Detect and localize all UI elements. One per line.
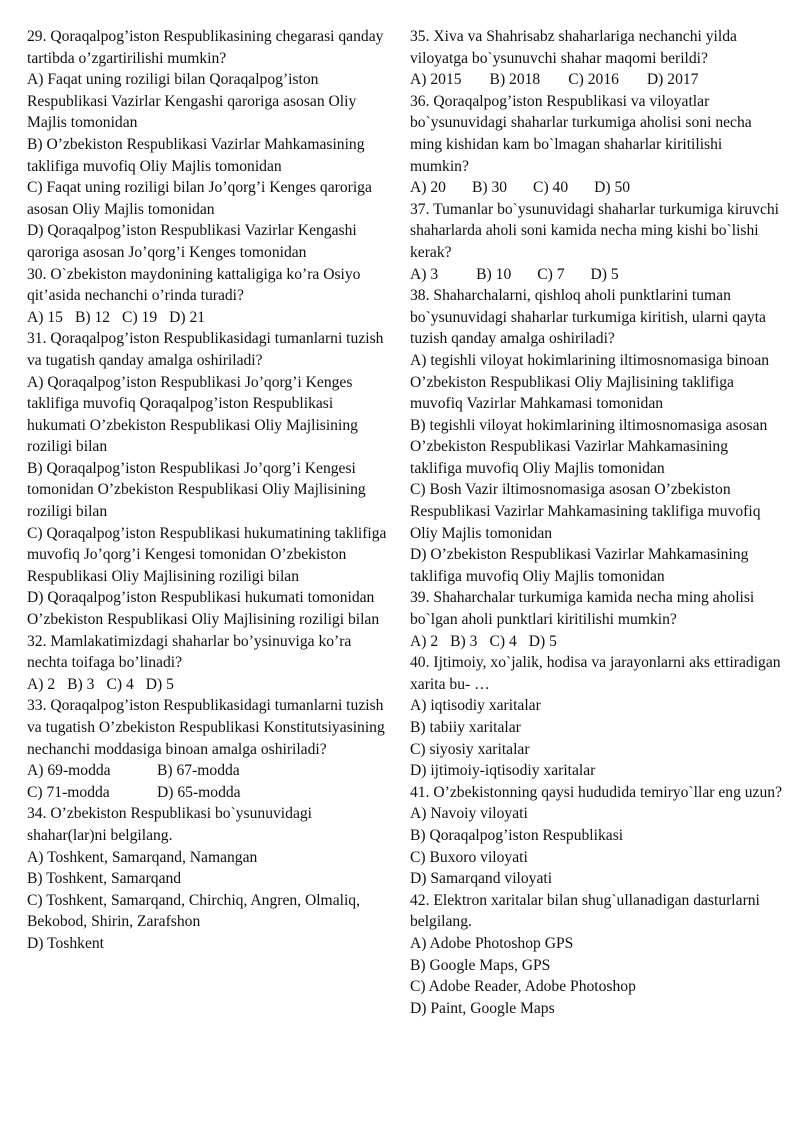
question-text: 36. Qoraqalpog’iston Respublikasi va viloyatlar bo`ysunuvidagi shaharlar turkumiga aholisi soni necha ming kishidan kam bo`lmagan shaharlar kiritilishi mumkin? — [410, 92, 752, 175]
option-b: B) Google Maps, GPS — [410, 956, 551, 974]
question-29 — [27, 26, 393, 264]
question-38 — [410, 285, 782, 587]
option-a: A) Toshkent, Samarqand, Namangan — [27, 848, 258, 866]
question-text: 32. Mamlakatimizdagi shaharlar bo’ysinuviga ko’ra nechta toifaga bo’linadi? — [27, 632, 352, 672]
question-text: 42. Elektron xaritalar bilan shug`ullanadigan dasturlarni belgilang. — [410, 891, 760, 931]
question-text: 40. Ijtimoiy, xo`jalik, hodisa va jarayonlarni aks ettiradigan xarita bu- … — [410, 654, 781, 693]
question-text: 29. Qoraqalpog’iston Respublikasining chegarasi qanday tartibda o’zgartirilishi mumkin? — [27, 28, 384, 67]
option-a: A) 2 — [410, 632, 439, 650]
question-32 — [27, 631, 393, 696]
option-b: B) Toshkent, Samarqand — [27, 870, 182, 888]
question-41 — [410, 782, 782, 890]
option-c: C) Bosh Vazir iltimosnomasiga asosan O’zbekiston Respublikasi Vazirlar Mahkamasining taklifiga muvofiq Oliy Majlis tomonidan — [410, 481, 761, 542]
option-a: A) iqtisodiy xaritalar — [410, 697, 541, 715]
option-b: B) tabiiy xaritalar — [410, 719, 521, 736]
left-column — [27, 26, 393, 955]
option-d: D) Qoraqalpog’iston Respublikasi Vazirlar Kengashi qaroriga asosan Jo’qorg’i Kenges tomonidan — [27, 222, 357, 261]
option-d: D) Samarqand viloyati — [410, 870, 553, 888]
option-b: B) O’zbekiston Respublikasi Vazirlar Mahkamasining taklifiga muvofiq Oliy Majlis tomonidan — [27, 135, 365, 175]
right-column — [410, 26, 782, 1019]
option-a: A) 3 — [410, 265, 439, 283]
options-row — [27, 674, 393, 696]
option-d: D) 21 — [169, 308, 206, 326]
option-b: B) tegishli viloyat hokimlarining iltimosnomasiga asosan O’zbekiston Respublikasi Vazirlar Mahkamasining taklifiga muvofiq Oliy Majlis tomonidan — [410, 416, 768, 477]
question-text: 37. Tumanlar bo`ysunuvidagi shaharlar turkumiga kiruvchi shaharlarda aholi soni kamida necha ming kishi bo`lishi kerak? — [410, 200, 779, 261]
option-c: C) 2016 — [568, 71, 619, 89]
option-a: A) Navoiy viloyati — [410, 805, 528, 823]
option-b: B) 12 — [74, 308, 111, 326]
option-a: A) 2 — [27, 675, 56, 693]
question-37 — [410, 199, 782, 285]
option-d: D) 5 — [590, 265, 619, 283]
option-c: C) 71-modda — [27, 783, 110, 801]
option-b: B) 10 — [476, 265, 512, 283]
option-c: C) Toshkent, Samarqand, Chirchiq, Angren, Olmaliq, Bekobod, Shirin, Zarafshon — [27, 891, 360, 931]
option-b: B) 30 — [471, 179, 508, 197]
question-text: 39. Shaharchalar turkumiga kamida necha ming aholisi bo`lgan aholi punktlari kiritilishi mumkin? — [410, 589, 755, 629]
option-c: C) 40 — [533, 179, 569, 197]
option-b: B) 3 — [450, 632, 478, 650]
option-d: D) 65-modda — [157, 783, 241, 801]
option-a: A) tegishli viloyat hokimlarining iltimosnomasiga binoan O’zbekiston Respublikasi Oliy Majlisining taklifiga muvofiq Vazirlar Mahkamasi tomonidan — [410, 351, 770, 413]
option-d: D) 5 — [528, 632, 557, 650]
question-36 — [410, 91, 782, 199]
option-a: A) Faqat uning roziligi bilan Qoraqalpog’iston Respublikasi Vazirlar Kengashi qaroriga asosan Oliy Majlis tomonidan — [27, 71, 357, 132]
option-c: C) Adobe Reader, Adobe Photoshop — [410, 978, 636, 996]
option-d: D) O’zbekiston Respublikasi Vazirlar Mahkamasining taklifiga muvofiq Oliy Majlis tomonidan — [410, 546, 749, 585]
options-row — [410, 177, 782, 199]
option-c: C) siyosiy xaritalar — [410, 740, 530, 758]
option-a: A) Adobe Photoshop GPS — [410, 934, 574, 952]
options-row — [27, 307, 393, 329]
option-b: B) Qoraqalpog’iston Respublikasi Jo’qorg’i Kengesi tomonidan O’zbekiston Respublikasi Oliy Majlisining roziligi bilan — [27, 459, 366, 521]
question-34 — [27, 803, 393, 954]
question-33 — [27, 695, 393, 803]
question-39 — [410, 587, 782, 652]
question-40 — [410, 652, 782, 782]
option-d: D) Paint, Google Maps — [410, 999, 555, 1017]
question-text: 33. Qoraqalpog’iston Respublikasidagi tumanlarni tuzish va tugatish O’zbekiston Respublikasi Konstitutsiyasining nechanchi moddasiga binoan amalga oshiriladi? — [27, 697, 385, 758]
options-row — [410, 69, 782, 91]
option-a: A) 20 — [410, 179, 446, 197]
option-c: C) 19 — [122, 308, 158, 326]
option-c: C) Qoraqalpog’iston Respublikasi hukumatining taklifiga muvofiq Jo’qorg’i Kengesi tomonidan O’zbekiston Respublikasi Oliy Majlisining roziligi bilan — [27, 524, 387, 585]
option-b: B) 67-modda — [157, 762, 240, 780]
question-35 — [410, 26, 782, 91]
option-d: D) Toshkent — [27, 934, 105, 952]
question-text: 31. Qoraqalpog’iston Respublikasidagi tumanlarni tuzish va tugatish qanday amalga oshiriladi? — [27, 330, 384, 369]
question-text: 38. Shaharchalarni, qishloq aholi punktlarini tuman bo`ysunuvidagi shaharlar turkumiga kiritish, ularni qayta tuzish qanday amalga oshiriladi? — [410, 287, 766, 348]
option-b: B) 3 — [67, 675, 95, 693]
options-grid — [27, 760, 393, 803]
option-c: C) 7 — [537, 265, 565, 283]
option-a: A) Qoraqalpog’iston Respublikasi Jo’qorg’i Kenges taklifiga muvofiq Qoraqalpog’iston Respublikasi hukumati O’zbekiston Respublikasi Oliy Majlisining roziligi bilan — [27, 373, 358, 456]
option-c: C) 4 — [489, 632, 517, 650]
option-c: C) 4 — [106, 675, 134, 693]
option-a: A) 69-modda — [27, 762, 111, 780]
option-d: D) 5 — [145, 675, 174, 693]
question-text: 35. Xiva va Shahrisabz shaharlariga nechanchi yilda viloyatga bo`ysunuvchi shahar maqomi berildi? — [410, 28, 737, 67]
option-c: C) Buxoro viloyati — [410, 848, 528, 866]
option-a: A) 15 — [27, 308, 63, 326]
option-d: D) 50 — [594, 179, 631, 197]
option-d: D) Qoraqalpog’iston Respublikasi hukumati tomonidan O’zbekiston Respublikasi Oliy Majlisining roziligi bilan — [27, 589, 380, 629]
option-b: B) Qoraqalpog’iston Respublikasi — [410, 826, 624, 844]
option-a: A) 2015 — [410, 71, 462, 89]
options-row — [410, 264, 782, 286]
question-text: 30. O`zbekiston maydonining kattaligiga ko’ra Osiyo qit’asida nechanchi o’rinda turadi? — [27, 265, 361, 305]
options-row — [410, 631, 782, 653]
question-text: 34. O’zbekiston Respublikasi bo`ysunuvidagi shahar(lar)ni belgilang. — [27, 805, 312, 844]
option-d: D) 2017 — [646, 71, 699, 89]
question-30 — [27, 264, 393, 329]
question-31 — [27, 328, 393, 630]
question-text: 41. O’zbekistonning qaysi hududida temiryo`llar eng uzun? — [410, 783, 782, 801]
option-c: C) Faqat uning roziligi bilan Jo’qorg’i Kenges qaroriga asosan Oliy Majlis tomonidan — [27, 179, 372, 218]
question-42 — [410, 890, 782, 1020]
option-b: B) 2018 — [489, 71, 541, 89]
option-d: D) ijtimoiy-iqtisodiy xaritalar — [410, 762, 596, 780]
